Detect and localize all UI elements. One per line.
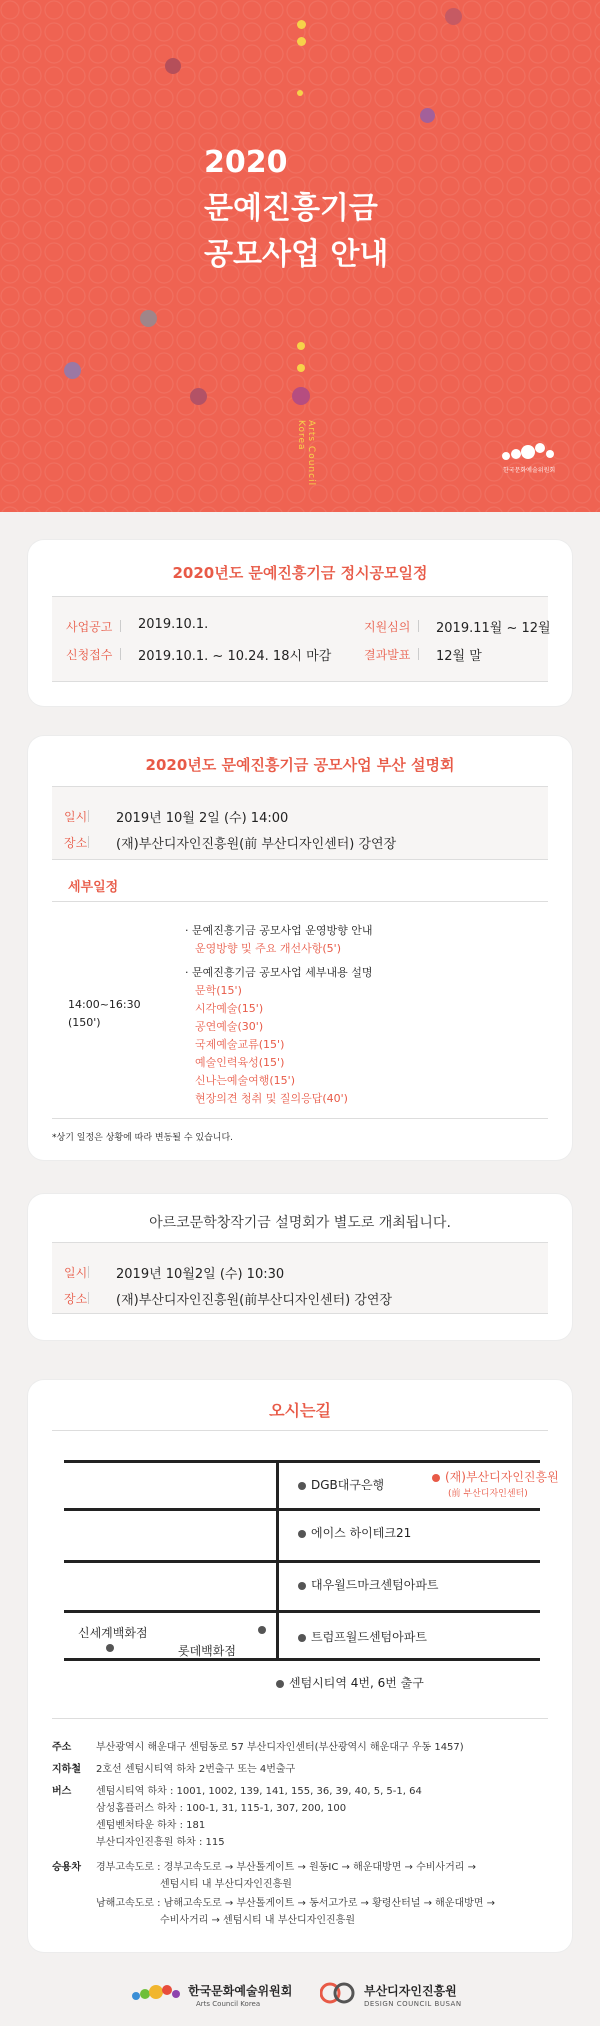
dcb-name: 부산디자인진흥원 (364, 1984, 457, 1998)
detail-schedule-label: 세부일정 (68, 880, 119, 895)
hero-title-line2: 공모사업 안내 (204, 237, 389, 272)
map-text: DGB대구은행 (311, 1478, 385, 1492)
arko-card (28, 1194, 572, 1340)
location-dot-icon (258, 1626, 266, 1634)
hero-vertical-text: Arts Council Korea (296, 420, 316, 487)
map-text: 대우월드마크센텀아파트 (311, 1578, 439, 1592)
detail-subitem: 공연예술(30') (195, 1020, 264, 1033)
map-label-target-sub: (前 부산디자인센터) (448, 1489, 528, 1499)
briefing-date-label: 일시 (64, 810, 88, 824)
decor-dot (297, 90, 303, 96)
separator (120, 648, 121, 660)
decor-dot (445, 8, 462, 25)
address-value: 부산광역시 해운대구 센텀동로 57 부산디자인센터(부산광역시 해운대구 우동 1457) (96, 1742, 464, 1753)
schedule-value: 2019.11월 ~ 12월 (436, 621, 551, 636)
car-value: 경부고속도로 : 경부고속도로 → 부산톨게이트 → 원동IC → 해운대방면 → 수비사거리 → (96, 1862, 476, 1873)
directions-title: 오시는길 (269, 1401, 331, 1420)
decor-dot (297, 364, 305, 372)
detail-subitem: 신나는예술여행(15') (195, 1074, 295, 1087)
arko-date-label: 일시 (64, 1266, 88, 1280)
schedule-band (52, 597, 548, 681)
decor-dot (297, 37, 306, 46)
map-label-station (276, 1674, 424, 1691)
dcb-sub: DESIGN COUNCIL BUSAN (364, 2000, 462, 2008)
car-key: 승용차 (52, 1862, 81, 1873)
divider (52, 1313, 548, 1314)
location-dot-icon (298, 1634, 306, 1642)
map-label-target (432, 1468, 559, 1485)
car-value: 센텀시티 내 부산디자인진흥원 (160, 1879, 292, 1890)
schedule-label: 신청접수 (66, 648, 113, 662)
car-value: 수비사거리 → 센텀시티 내 부산디자인진흥원 (160, 1915, 355, 1926)
map-label-daewoo (298, 1576, 439, 1593)
hero-title (204, 140, 388, 278)
separator (88, 1292, 89, 1304)
arko-title: 아르코문학창작기금 설명회가 별도로 개최됩니다. (149, 1215, 451, 1231)
directions-card (28, 1380, 572, 1952)
schedule-value: 12월 말 (436, 649, 482, 664)
map-label-shinsegae: 신세계백화점 (78, 1626, 148, 1640)
separator (88, 836, 89, 848)
location-dot-icon (298, 1530, 306, 1538)
divider (52, 859, 548, 860)
briefing-note: *상기 일정은 상황에 따라 변동될 수 있습니다. (52, 1133, 234, 1143)
decor-dot (297, 20, 306, 29)
detail-subitem: 운영방향 및 주요 개선사항(5') (195, 942, 341, 955)
hero-banner (0, 0, 600, 512)
map-label-ace (298, 1524, 411, 1541)
decor-dot (292, 387, 310, 405)
separator (418, 648, 419, 660)
decor-dot (297, 342, 305, 350)
schedule-title: 2020년도 문예진흥기금 정시공모일정 (172, 564, 428, 582)
schedule-value: 2019.10.1. ~ 10.24. 18시 마감 (138, 649, 332, 664)
separator (88, 1266, 89, 1278)
bus-key: 버스 (52, 1786, 72, 1797)
schedule-label: 결과발표 (364, 648, 411, 662)
decor-dot (165, 58, 181, 74)
arko-logo-icon (500, 440, 564, 464)
divider (52, 1718, 548, 1719)
bus-value: 부산디자인진흥원 하차 : 115 (96, 1837, 225, 1848)
map-road (64, 1658, 540, 1661)
detail-subitem: 예술인력육성(15') (195, 1056, 285, 1069)
detail-item: · 문예진흥기금 공모사업 운영방향 안내 (185, 924, 373, 937)
briefing-title: 2020년도 문예진흥기금 공모사업 부산 설명회 (145, 756, 455, 774)
schedule-value: 2019.10.1. (138, 617, 209, 632)
arko-place: (재)부산디자인진흥원(前부산디자인센터) 강연장 (116, 1293, 393, 1308)
schedule-label: 사업공고 (66, 620, 113, 634)
briefing-place-label: 장소 (64, 836, 88, 850)
map (64, 1460, 559, 1710)
detail-subitem: 문학(15') (195, 984, 242, 997)
separator (120, 620, 121, 632)
subway-key: 지하철 (52, 1764, 81, 1775)
arko-name: 한국문화예술위원회 (188, 1984, 293, 1998)
map-label-dgb (298, 1476, 384, 1493)
separator (418, 620, 419, 632)
map-road (64, 1610, 540, 1613)
location-dot-icon (276, 1680, 284, 1688)
location-dot-icon (106, 1644, 114, 1652)
divider (52, 1118, 548, 1119)
map-road (64, 1508, 540, 1511)
bus-value: 센텀벤처타운 하차 : 181 (96, 1820, 206, 1831)
hero-logo-text: 한국문화예술위원회 (503, 467, 556, 474)
arko-place-label: 장소 (64, 1292, 88, 1306)
subway-value: 2호선 센텀시티역 하차 2번출구 또는 4번출구 (96, 1764, 296, 1775)
location-dot-icon (298, 1582, 306, 1590)
briefing-place: (재)부산디자인진흥원(前 부산디자인센터) 강연장 (116, 837, 397, 852)
arko-sub: Arts Council Korea (196, 2000, 261, 2008)
map-label-lotte: 롯데백화점 (178, 1644, 236, 1658)
decor-dot (420, 108, 435, 123)
detail-time: 14:00~16:30 (68, 998, 141, 1011)
map-text: (재)부산디자인진흥원 (445, 1470, 559, 1484)
location-dot-icon (298, 1482, 306, 1490)
bus-value: 센텀시티역 하차 : 1001, 1002, 139, 141, 155, 36, 39, 40, 5, 5-1, 64 (96, 1786, 422, 1797)
divider (52, 1430, 548, 1431)
map-text: 트럼프월드센텀아파트 (311, 1630, 427, 1644)
schedule-label: 지원심의 (364, 620, 411, 634)
map-text: 센텀시티역 4번, 6번 출구 (289, 1676, 424, 1690)
detail-subitem: 국제예술교류(15') (195, 1038, 285, 1051)
dcb-logo-icon (320, 1980, 358, 2006)
map-text: 에이스 하이테크21 (311, 1526, 412, 1540)
separator (88, 810, 89, 822)
decor-dot (64, 362, 81, 379)
car-value: 남해고속도로 : 남해고속도로 → 부산톨게이트 → 동서고가로 → 황령산터널 → 해운대방면 → (96, 1898, 496, 1909)
detail-item: · 문예진흥기금 공모사업 세부내용 설명 (185, 966, 373, 979)
detail-subitem: 현장의견 청취 및 질의응답(40') (195, 1092, 348, 1105)
detail-subitem: 시각예술(15') (195, 1002, 264, 1015)
footer (0, 1960, 600, 2026)
map-road (276, 1460, 279, 1661)
detail-duration: (150') (68, 1016, 101, 1029)
arko-logo-icon (130, 1982, 182, 2004)
map-label-trump (298, 1628, 427, 1645)
arko-date: 2019년 10월2일 (수) 10:30 (116, 1267, 285, 1282)
schedule-card (28, 540, 572, 706)
address-key: 주소 (52, 1742, 72, 1753)
briefing-card (28, 736, 572, 1160)
location-dot-icon (432, 1474, 440, 1482)
map-road (64, 1460, 540, 1463)
decor-dot (140, 310, 157, 327)
divider (52, 901, 548, 902)
briefing-date: 2019년 10월 2일 (수) 14:00 (116, 811, 289, 826)
map-road (64, 1560, 540, 1563)
bus-value: 삼성홈플러스 하차 : 100-1, 31, 115-1, 307, 200, 100 (96, 1803, 347, 1814)
hero-year: 2020 (204, 145, 288, 180)
decor-dot (190, 388, 207, 405)
hero-title-line1: 문예진흥기금 (204, 191, 378, 226)
divider (52, 681, 548, 682)
